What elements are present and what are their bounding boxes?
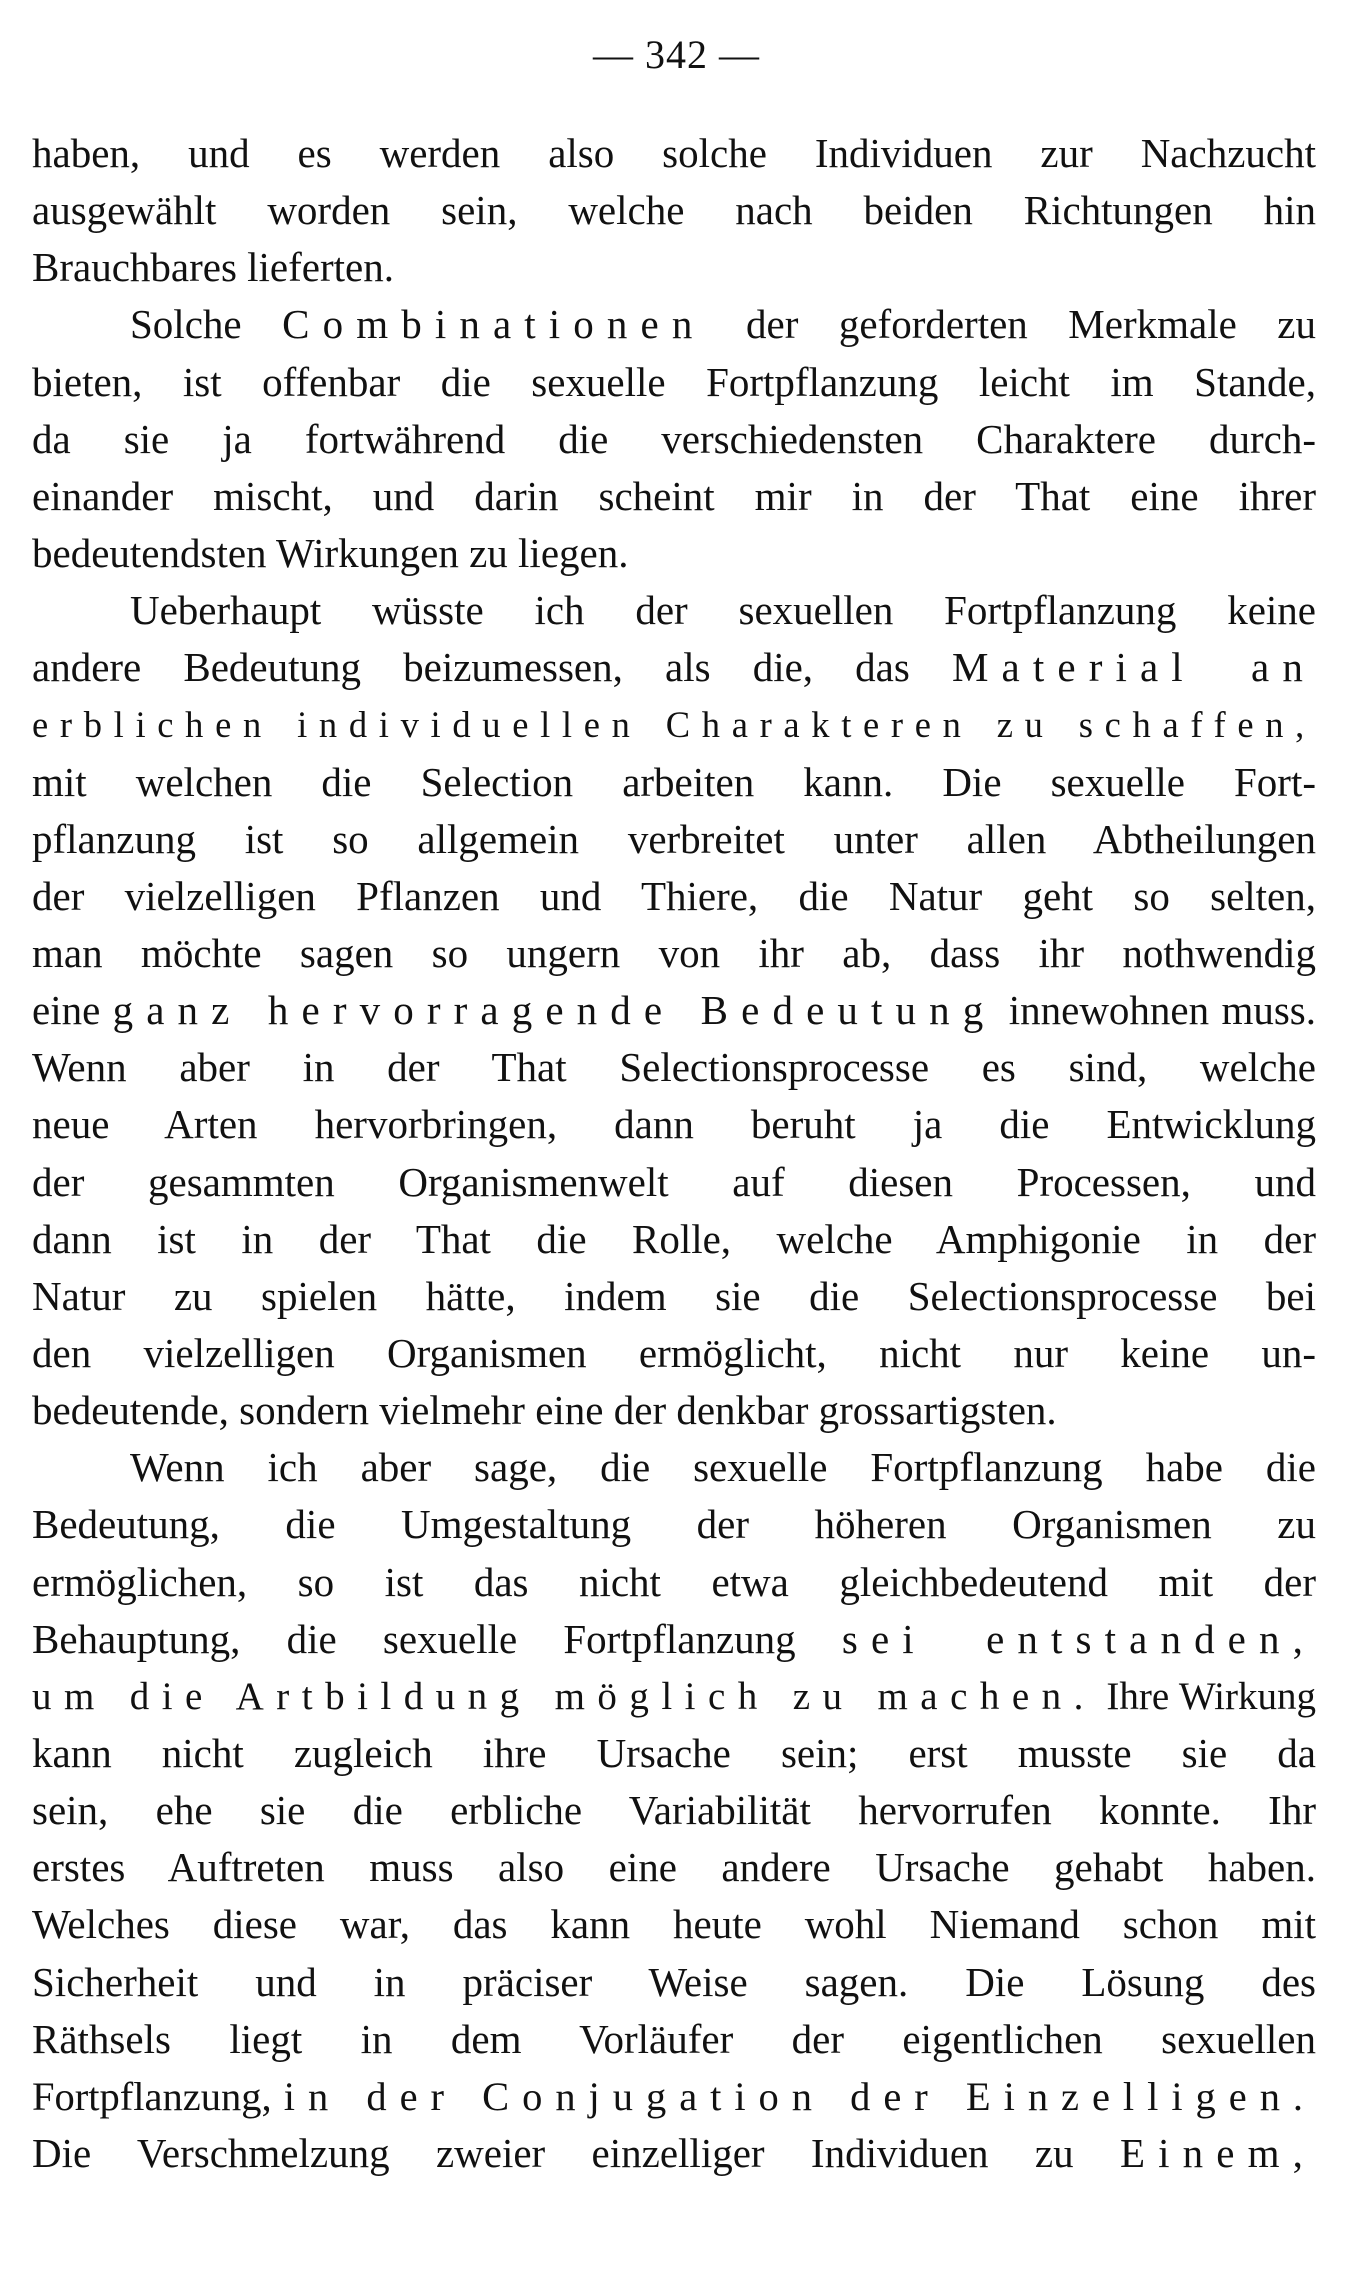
text-line: Bedeutung, die Umgestaltung der höheren Organismen zu	[32, 1501, 1316, 1548]
text-line: Welches diese war, das kann heute wohl Niemand schon mit	[32, 1901, 1316, 1948]
text-line: haben, und es werden also solche Individuen zur Nachzucht	[32, 130, 1316, 176]
emphasized-text: erblichen individuellen Charakteren zu schaffen,	[32, 704, 1316, 746]
text-line: Natur zu spielen hätte, indem sie die Selectionsprocesse bei	[32, 1272, 1316, 1319]
text-line	[32, 696, 1316, 753]
emphasized-text: Einem,	[1120, 2129, 1316, 2176]
text-line: eine ganz hervorragende Bedeutung innewohnen muss.	[32, 987, 1316, 1034]
text-line: bedeutende, sondern vielmehr eine der denkbar grossartigsten.	[32, 1387, 1057, 1434]
emphasized-text: ganz hervorragende Bedeutung	[112, 987, 997, 1034]
text-line: kann nicht zugleich ihre Ursache sein; erst musste sie da	[32, 1729, 1316, 1776]
text-line: man möchte sagen so ungern von ihr ab, dass ihr nothwendig	[32, 929, 1316, 976]
body-text	[32, 125, 1316, 2182]
text-line: Fortpflanzung, in der Conjugation der Einzelligen.	[32, 2073, 1316, 2119]
text-line: Die Verschmelzung zweier einzelliger Individuen zu Einem,	[32, 2129, 1316, 2176]
emphasized-text: um die Artbildung möglich zu machen.	[32, 1674, 1096, 1718]
text-line: Behauptung, die sexuelle Fortpflanzung sei entstanden,	[32, 1615, 1316, 1662]
text-line: bieten, ist offenbar die sexuelle Fortpflanzung leicht im Stande,	[32, 358, 1316, 405]
text-line: neue Arten hervorbringen, dann beruht ja die Entwicklung	[32, 1101, 1316, 1148]
text-line: erstes Auftreten muss also eine andere Ursache gehabt haben.	[32, 1844, 1316, 1891]
text-line: Sicherheit und in präciser Weise sagen. Die Lösung des	[32, 1958, 1316, 2005]
text-line: der vielzelligen Pflanzen und Thiere, die Natur geht so selten,	[32, 872, 1316, 919]
page-number: — 342 —	[593, 32, 760, 77]
text-line: Wenn aber in der That Selectionsprocesse es sind, welche	[32, 1044, 1316, 1091]
text-line: da sie ja fortwährend die verschiedensten Charaktere durch-	[32, 415, 1316, 462]
emphasized-text: Material an	[951, 644, 1316, 691]
text-line: der gesammten Organismenwelt auf diesen Processen, und	[32, 1158, 1316, 1205]
text-line: Brauchbares lieferten.	[32, 244, 394, 291]
text-line: Solche Combinationen der geforderten Merkmale zu	[130, 301, 1316, 348]
text-line: Ueberhaupt wüsste ich der sexuellen Fortpflanzung keine	[130, 587, 1316, 634]
emphasized-text: sei entstanden,	[841, 1615, 1316, 1662]
emphasized-text: Combinationen	[282, 301, 706, 348]
text-line: andere Bedeutung beizumessen, als die, das Material an	[32, 644, 1316, 691]
text-line: sein, ehe sie die erbliche Variabilität hervorrufen konnte. Ihr	[32, 1787, 1316, 1834]
text-line: um die Artbildung möglich zu machen. Ihre Wirkung	[32, 1674, 1316, 1718]
text-line: pflanzung ist so allgemein verbreitet unter allen Abtheilungen	[32, 815, 1316, 862]
text-line: bedeutendsten Wirkungen zu liegen.	[32, 529, 629, 576]
text-line: einander mischt, und darin scheint mir in der That eine ihrer	[32, 472, 1316, 519]
text-line: Räthsels liegt in dem Vorläufer der eigentlichen sexuellen	[32, 2015, 1316, 2062]
emphasized-text: in der Conjugation der Einzelligen.	[283, 2073, 1316, 2119]
text-line: ausgewählt worden sein, welche nach beiden Richtungen hin	[32, 187, 1316, 234]
text-line: mit welchen die Selection arbeiten kann. Die sexuelle Fort-	[32, 758, 1316, 805]
text-line: ermöglichen, so ist das nicht etwa gleichbedeutend mit der	[32, 1558, 1316, 1605]
text-line: dann ist in der That die Rolle, welche Amphigonie in der	[32, 1215, 1316, 1262]
text-line: Wenn ich aber sage, die sexuelle Fortpflanzung habe die	[130, 1444, 1316, 1491]
text-line: den vielzelligen Organismen ermöglicht, nicht nur keine un-	[32, 1329, 1316, 1376]
